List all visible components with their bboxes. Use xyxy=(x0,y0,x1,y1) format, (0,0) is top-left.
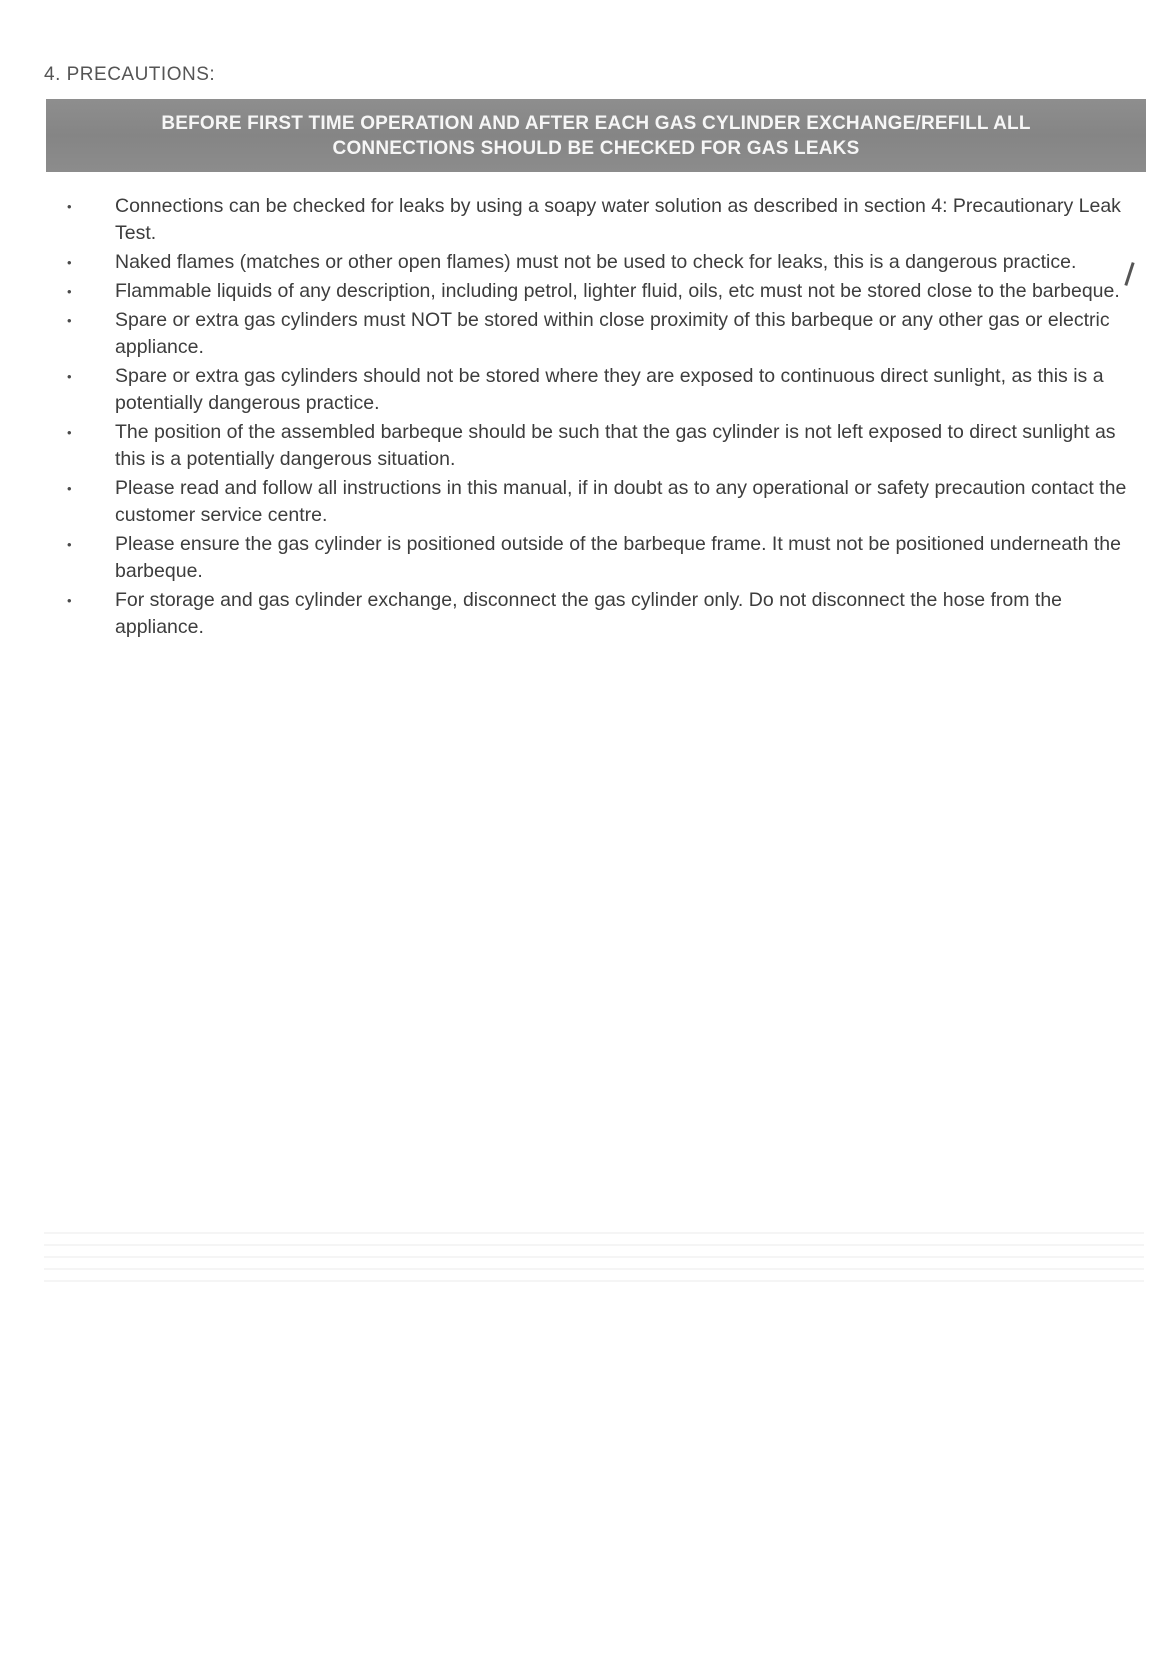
bullet-icon: • xyxy=(67,369,72,384)
precaution-text: The position of the assembled barbeque should be such that the gas cylinder is not left exposed to direct sunlight as this is a potentially dangerous situation. xyxy=(115,421,1116,470)
bullet-icon: • xyxy=(67,255,72,270)
bullet-icon: • xyxy=(67,481,72,496)
precaution-item-7 xyxy=(64,475,1134,529)
warning-banner xyxy=(46,99,1146,172)
bullet-icon: • xyxy=(67,313,72,328)
precaution-text: Please read and follow all instructions in this manual, if in doubt as to any operational or safety precaution contact the customer service centre. xyxy=(115,477,1127,526)
precaution-text: Spare or extra gas cylinders must NOT be stored within close proximity of this barbeque or any other gas or electric appliance. xyxy=(115,309,1110,358)
bullet-icon: • xyxy=(67,537,72,552)
bullet-icon: • xyxy=(67,593,72,608)
precaution-text: Please ensure the gas cylinder is positioned outside of the barbeque frame. It must not be positioned underneath the barbeque. xyxy=(115,533,1121,582)
precaution-list xyxy=(64,193,1134,643)
precaution-item-4 xyxy=(64,307,1134,361)
precaution-item-2 xyxy=(64,249,1134,276)
precaution-item-9 xyxy=(64,587,1134,641)
show-through-bleed xyxy=(44,1232,1144,1282)
precaution-item-8 xyxy=(64,531,1134,585)
bullet-icon: • xyxy=(67,284,72,299)
precaution-item-3 xyxy=(64,278,1134,305)
warning-banner-line-1: BEFORE FIRST TIME OPERATION AND AFTER EACH GAS CYLINDER EXCHANGE/REFILL ALL xyxy=(161,113,1031,134)
precaution-text: Naked flames (matches or other open flames) must not be used to check for leaks, this is a dangerous practice. xyxy=(115,251,1077,273)
precaution-text: Spare or extra gas cylinders should not be stored where they are exposed to continuous direct sunlight, as this is a potentially dangerous practice. xyxy=(115,365,1104,414)
warning-banner-line-2: CONNECTIONS SHOULD BE CHECKED FOR GAS LEAKS xyxy=(332,138,860,159)
precaution-text: For storage and gas cylinder exchange, disconnect the gas cylinder only. Do not disconnect the hose from the appliance. xyxy=(115,589,1063,638)
precaution-item-1 xyxy=(64,193,1134,247)
section-heading: 4. PRECAUTIONS: xyxy=(44,64,216,85)
precaution-item-5 xyxy=(64,363,1134,417)
precaution-text: Connections can be checked for leaks by using a soapy water solution as described in section 4: Precautionary Leak Test. xyxy=(115,195,1121,244)
bullet-icon: • xyxy=(67,199,72,214)
precaution-text: Flammable liquids of any description, including petrol, lighter fluid, oils, etc must not be stored close to the barbeque. xyxy=(115,280,1120,302)
precaution-item-6 xyxy=(64,419,1134,473)
bullet-icon: • xyxy=(67,425,72,440)
